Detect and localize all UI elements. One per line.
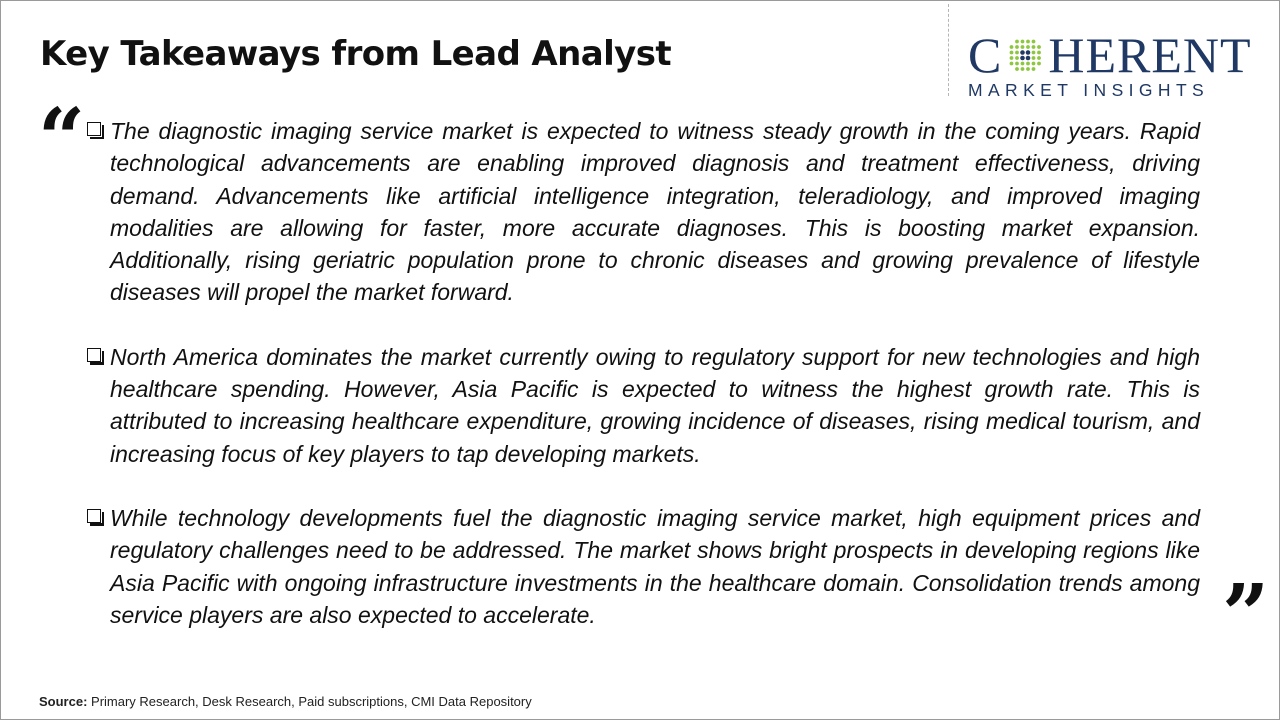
takeaway-text: North America dominates the market currently owing to regulatory support for new technologies and high healthcare spending. However, Asia Pacific is expected to witness the highest growth rate. This is attributed to increasing healthcare expenditure, growing incidence of diseases, rising medical tourism, and increasing focus of key players to tap developing markets. (110, 343, 1200, 467)
logo-dot (1010, 62, 1014, 66)
logo-dot (1032, 40, 1036, 44)
logo-word-left: C (968, 27, 1003, 83)
takeaway-item (86, 502, 1200, 631)
logo-dot (1026, 67, 1030, 71)
takeaway-item (86, 341, 1200, 470)
source-note (39, 694, 532, 709)
checkbox-bullet-icon (87, 122, 101, 136)
close-quote-icon: ” (1222, 567, 1270, 663)
source-label: Source: (39, 694, 88, 709)
logo-dot (1015, 45, 1019, 49)
logo-tagline: MARKET INSIGHTS (968, 80, 1210, 100)
logo-dot (1010, 51, 1014, 55)
logo-dot (1032, 67, 1036, 71)
logo-dot (1021, 56, 1026, 61)
logo-dots-icon (1003, 33, 1047, 77)
logo-dot (1015, 51, 1019, 55)
logo-dot (1026, 45, 1030, 49)
logo-dot (1021, 62, 1025, 66)
header-divider (948, 4, 949, 96)
logo-dot (1021, 67, 1025, 71)
logo-dot (1037, 45, 1041, 49)
logo-dot (1026, 56, 1031, 61)
page-title: Key Takeaways from Lead Analyst (40, 34, 672, 74)
logo-dot (1021, 40, 1025, 44)
logo-dot (1032, 62, 1036, 66)
takeaway-text: The diagnostic imaging service market is expected to witness steady growth in the coming years. Rapid technological advancements are enabling improved diagnosis and treatment effectiveness, driving demand. Advancements like artificial intelligence integration, teleradiology, and improved imaging modalities are allowing for faster, more accurate diagnoses. This is boosting market expansion. Additionally, rising geriatric population prone to chronic diseases and growing prevalence of lifestyle diseases will propel the market forward. (110, 118, 1200, 306)
takeaway-text: While technology developments fuel the diagnostic imaging service market, high equipment prices and regulatory challenges need to be addressed. The market shows bright prospects in developing regions like Asia Pacific with ongoing infrastructure investments in the healthcare domain. Consolidation trends among service players are also expected to accelerate. (110, 504, 1200, 628)
logo-dot (1015, 67, 1019, 71)
logo-dot (1021, 50, 1026, 55)
logo-dot (1026, 62, 1030, 66)
logo-dot (1037, 51, 1041, 55)
logo-dot (1015, 62, 1019, 66)
source-text: Primary Research, Desk Research, Paid subscriptions, CMI Data Repository (91, 694, 532, 709)
takeaway-item (86, 115, 1200, 309)
logo-dot (1037, 62, 1041, 66)
logo-dot (1010, 45, 1014, 49)
checkbox-bullet-icon (87, 509, 101, 523)
takeaway-list (86, 115, 1200, 663)
logo-dot (1010, 56, 1014, 60)
logo-wordmark (968, 27, 1263, 83)
logo-dot (1032, 51, 1036, 55)
logo-dot (1032, 56, 1036, 60)
logo-dot (1015, 40, 1019, 44)
logo-dot (1026, 50, 1031, 55)
logo-word-right: HERENT (1048, 27, 1252, 83)
open-quote-icon: “ (38, 91, 86, 187)
logo-dot (1032, 45, 1036, 49)
logo-dot (1026, 40, 1030, 44)
company-logo (968, 27, 1263, 100)
checkbox-bullet-icon (87, 348, 101, 362)
logo-dot (1015, 56, 1019, 60)
logo-dot (1021, 45, 1025, 49)
logo-dot (1037, 56, 1041, 60)
